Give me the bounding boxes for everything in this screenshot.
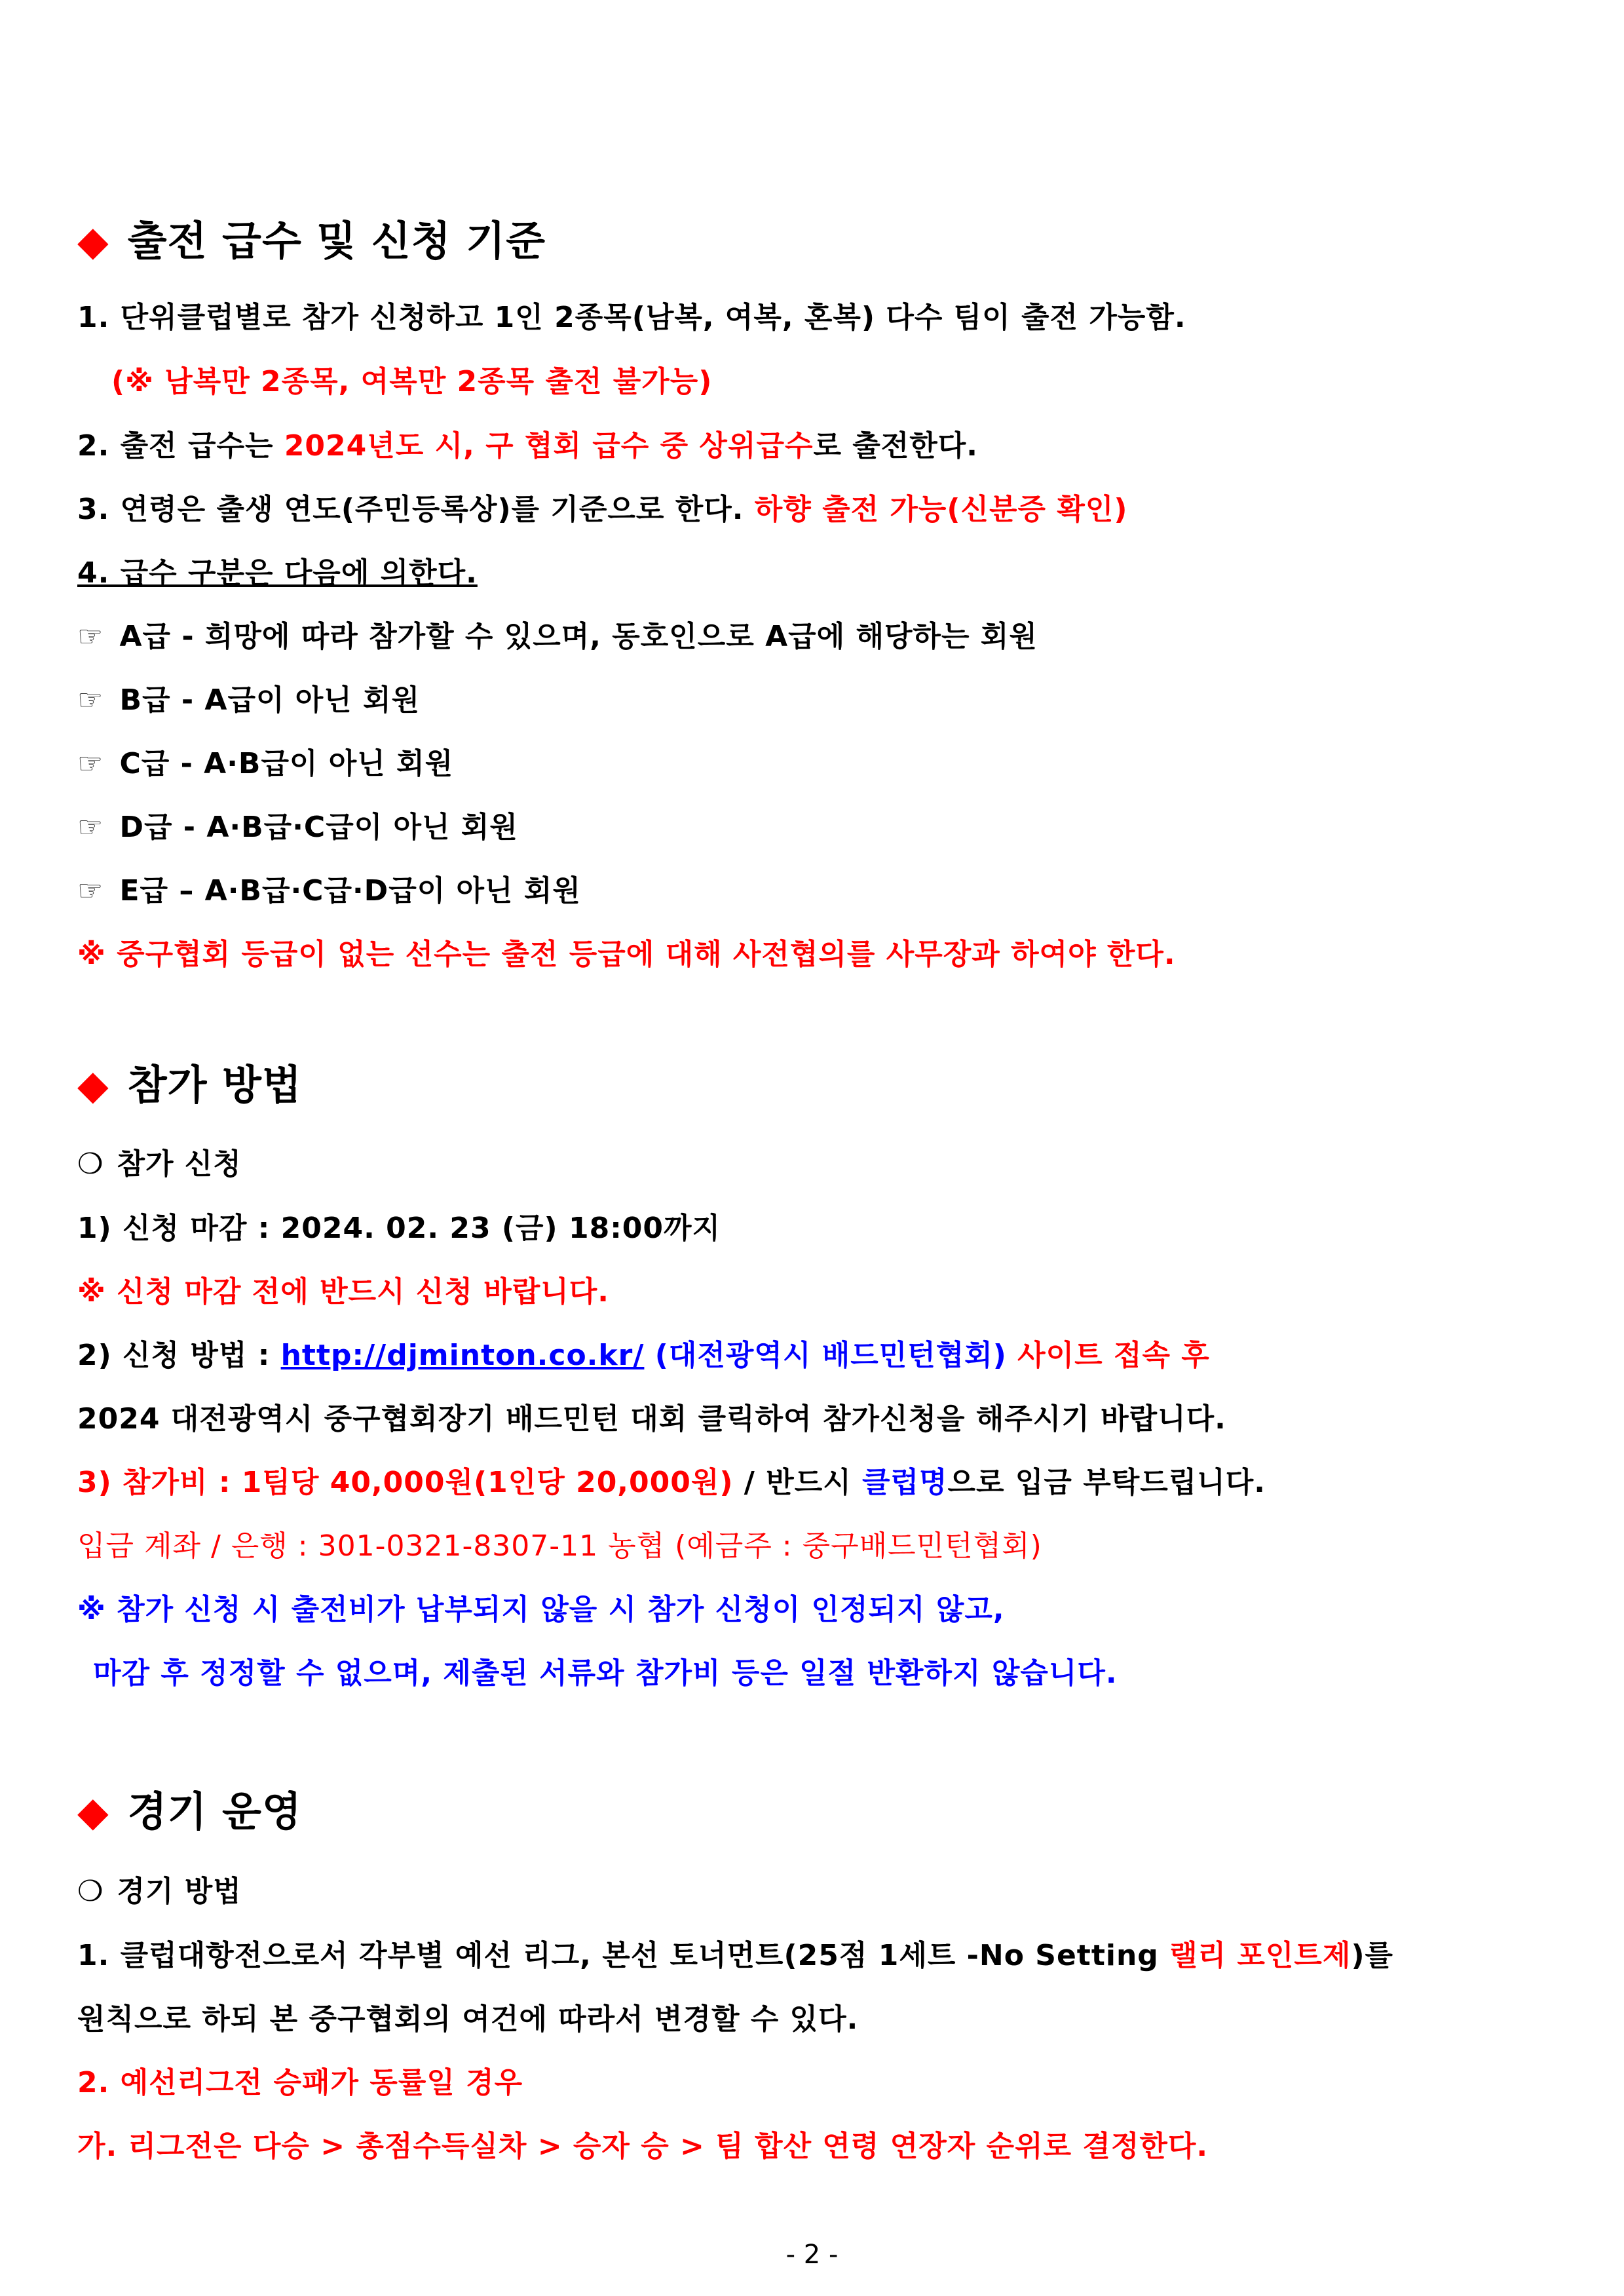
section-heading-eligibility bbox=[77, 208, 546, 267]
section-title: 경기 운영 bbox=[127, 1788, 302, 1835]
method-line: 2) 신청 방법 : http://djminton.co.kr/ (대전광역시 배드민턴협회) 사이트 접속 후 bbox=[77, 1339, 1210, 1372]
pointing-hand-icon: ☞ bbox=[77, 683, 104, 717]
pointing-hand-icon: ☞ bbox=[77, 874, 104, 908]
site-link[interactable]: http://djminton.co.kr/ bbox=[280, 1339, 645, 1372]
grade-item-e: ☞ E급 – A·B급·C급·D급이 아닌 회원 bbox=[77, 874, 581, 908]
rally-point-highlight: 랠리 포인트제 bbox=[1169, 1939, 1351, 1972]
diamond-bullet-icon: ◆ bbox=[77, 217, 109, 265]
highlight-grade-rule: 2024년도 시, 구 협회 급수 중 상위급수 bbox=[284, 429, 814, 463]
grade-item-b: ☞ B급 - A급이 아닌 회원 bbox=[77, 683, 421, 717]
fee-line: 3) 참가비 : 1팀당 40,000원(1인당 20,000원) / 반드시 클럽명으로 입금 부탁드립니다. bbox=[77, 1466, 1266, 1499]
deadline-line: 1) 신청 마감 : 2024. 02. 23 (금) 18:00까지 bbox=[77, 1212, 721, 1245]
pointing-hand-icon: ☞ bbox=[77, 811, 104, 844]
circle-bullet-icon: ❍ bbox=[77, 1147, 104, 1181]
rule-line-3: 3. 연령은 출생 연도(주민등록상)를 기준으로 한다. 하향 출전 가능(신분증 확인) bbox=[77, 493, 1128, 526]
section-title: 참가 방법 bbox=[127, 1061, 302, 1109]
highlight-age-rule: 하향 출전 가능(신분증 확인) bbox=[754, 493, 1128, 526]
tiebreak-heading: 2. 예선리그전 승패가 동률일 경우 bbox=[77, 2066, 523, 2099]
page-number: - 2 - bbox=[785, 2240, 839, 2270]
operation-line-1: 1. 클럽대항전으로서 각부별 예선 리그, 본선 토너먼트(25점 1세트 -No Setting 랠리 포인트제)를 bbox=[77, 1939, 1394, 1972]
payment-notice-1: ※ 참가 신청 시 출전비가 납부되지 않을 시 참가 신청이 인정되지 않고, bbox=[77, 1593, 1005, 1626]
payment-notice-2: 마감 후 정정할 수 없으며, 제출된 서류와 참가비 등은 일절 반환하지 않습니다. bbox=[93, 1656, 1118, 1690]
section-heading-application bbox=[77, 1052, 302, 1111]
fee-amount: 3) 참가비 : 1팀당 40,000원(1인당 20,000원) bbox=[77, 1466, 734, 1499]
method-detail-line: 2024 대전광역시 중구협회장기 배드민턴 대회 클릭하여 참가신청을 해주시기 바랍니다. bbox=[77, 1402, 1226, 1436]
section-heading-operation bbox=[77, 1779, 302, 1837]
rule-line-1: 1. 단위클럽별로 참가 신청하고 1인 2종목(남복, 여복, 혼복) 다수 팀이 출전 가능함. bbox=[77, 301, 1186, 334]
subheading-apply: ❍ 참가 신청 bbox=[77, 1147, 242, 1181]
section-title: 출전 급수 및 신청 기준 bbox=[127, 217, 546, 265]
diamond-bullet-icon: ◆ bbox=[77, 1061, 109, 1109]
pointing-hand-icon: ☞ bbox=[77, 620, 104, 653]
circle-bullet-icon: ❍ bbox=[77, 1875, 104, 1908]
grade-note: ※ 중구협회 등급이 없는 선수는 출전 등급에 대해 사전협의를 사무장과 하여야 한다. bbox=[77, 938, 1176, 971]
grade-item-d: ☞ D급 - A·B급·C급이 아닌 회원 bbox=[77, 811, 518, 844]
rule-line-4: 4. 급수 구분은 다음에 의한다. bbox=[77, 556, 478, 590]
diamond-bullet-icon: ◆ bbox=[77, 1788, 109, 1835]
operation-line-2: 원칙으로 하되 본 중구협회의 여건에 따라서 변경할 수 있다. bbox=[77, 2002, 859, 2036]
grade-item-c: ☞ C급 - A·B급이 아닌 회원 bbox=[77, 747, 454, 780]
rule-line-2: 2. 출전 급수는 2024년도 시, 구 협회 급수 중 상위급수로 출전한다. bbox=[77, 429, 979, 463]
tiebreak-rule: 가. 리그전은 다승 > 총점수득실차 > 승자 승 > 팀 합산 연령 연장자 순위로 결정한다. bbox=[77, 2130, 1209, 2163]
grade-item-a: ☞ A급 - 희망에 따라 참가할 수 있으며, 동호인으로 A급에 해당하는 회원 bbox=[77, 620, 1038, 653]
deadline-note: ※ 신청 마감 전에 반드시 신청 바랍니다. bbox=[77, 1275, 609, 1309]
subheading-method: ❍ 경기 방법 bbox=[77, 1875, 242, 1908]
club-name-highlight: 클럽명 bbox=[862, 1466, 948, 1499]
bank-account-line: 입금 계좌 / 은행 : 301-0321-8307-11 농협 (예금주 : 중구배드민턴협회) bbox=[77, 1529, 1042, 1563]
pointing-hand-icon: ☞ bbox=[77, 747, 104, 780]
rule-note-restriction: (※ 남복만 2종목, 여복만 2종목 출전 불가능) bbox=[111, 365, 713, 398]
